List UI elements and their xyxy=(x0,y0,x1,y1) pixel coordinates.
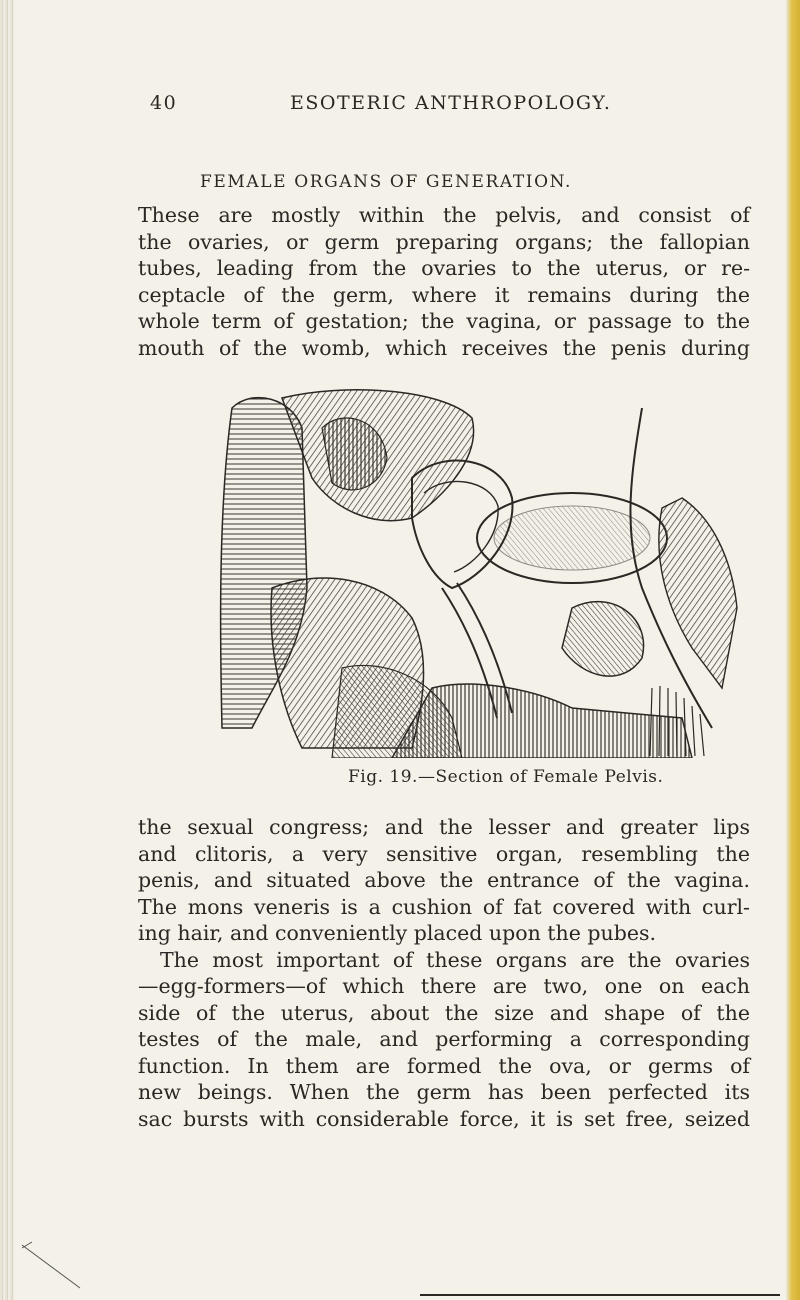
text-line: the sexual congress; and the lesser and greater lips xyxy=(138,815,750,839)
gilt-page-edge xyxy=(786,0,800,1300)
text-line: The mons veneris is a cushion of fat covered with curl- xyxy=(138,894,750,919)
text-line: and clitoris, a very sensitive organ, resembling the xyxy=(138,841,750,866)
bottom-edge-rule xyxy=(420,1294,780,1296)
text-line: function. In them are formed the ova, or germs of xyxy=(138,1053,750,1078)
text-line: the ovaries, or germ preparing organs; the fallopian xyxy=(138,229,750,254)
text-line: —egg-formers—of which there are two, one on each xyxy=(138,974,750,998)
text-line: ceptacle of the germ, where it remains during the xyxy=(138,282,750,307)
text-line: whole term of gestation; the vagina, or passage to the xyxy=(138,309,750,333)
text-line: sac bursts with considerable force, it is set free, seized xyxy=(138,1106,750,1131)
text-line: new beings. When the germ has been perfected its xyxy=(138,1080,750,1104)
text-line: mouth of the womb, which receives the penis during xyxy=(138,335,750,360)
paragraph-2 xyxy=(138,814,750,1132)
figure-caption: Fig. 19.—Section of Female Pelvis. xyxy=(348,767,664,787)
text-line: side of the uterus, about the size and shape of the xyxy=(138,1000,750,1025)
text-line: testes of the male, and performing a corresponding xyxy=(138,1027,750,1051)
text-line: ing hair, and conveniently placed upon the pubes. xyxy=(138,921,656,945)
page-number: 40 xyxy=(150,92,178,114)
paragraph-1 xyxy=(138,202,750,361)
section-title: FEMALE ORGANS OF GENERATION. xyxy=(200,172,573,192)
text-line: These are mostly within the pelvis, and consist of xyxy=(138,203,750,227)
text-line: tubes, leading from the ovaries to the uterus, or re- xyxy=(138,256,750,280)
page-edge-left xyxy=(0,0,14,1300)
page-corner-mark xyxy=(20,1240,100,1290)
text-line: The most important of these organs are the ovaries xyxy=(160,947,750,972)
running-title: ESOTERIC ANTHROPOLOGY. xyxy=(290,92,612,114)
text-line: penis, and situated above the entrance of the vagina. xyxy=(138,868,750,892)
pelvis-section-illustration xyxy=(212,388,752,758)
